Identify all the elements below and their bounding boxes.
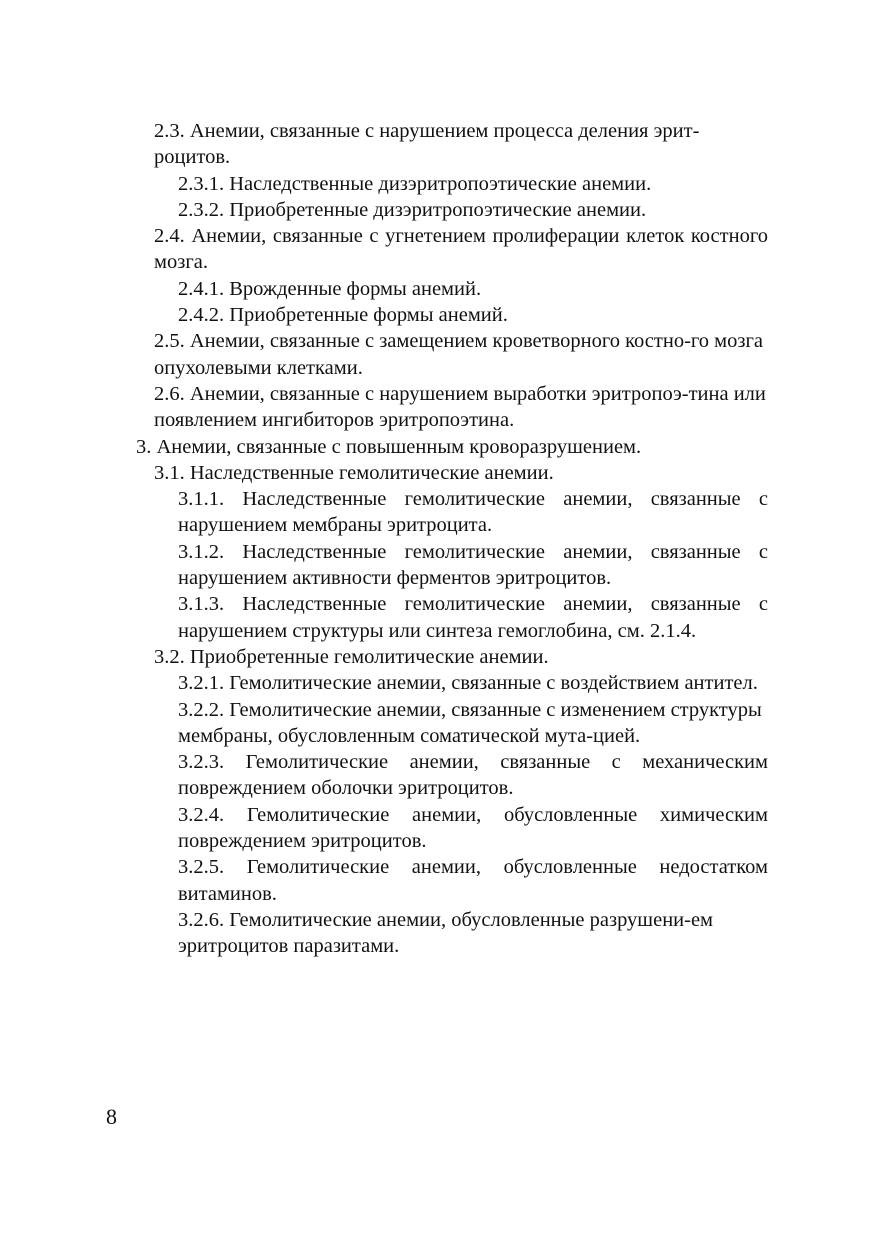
list-item-2-4-2: 2.4.2. Приобретенные формы анемий. xyxy=(178,304,508,327)
list-item-3-2-3: 3.2.3. Гемолитические анемии, связанные с механическим повреждением оболочки эритроцитов. xyxy=(178,751,768,800)
list-item-3-2-5: 3.2.5. Гемолитические анемии, обусловленные недостатком витаминов. xyxy=(178,856,768,905)
list-item-2-4-1: 2.4.1. Врожденные формы анемий. xyxy=(178,277,482,300)
list-item-2-5: 2.5. Анемии, связанные с замещением кроветворного костно-го мозга опухолевыми клетками. xyxy=(154,330,763,379)
list-item-3-1-3: 3.1.3. Наследственные гемолитические анемии, связанные с нарушением структуры или синтеза гемоглобина, см. 2.1.4. xyxy=(178,593,768,642)
list-item-3-2-6: 3.2.6. Гемолитические анемии, обусловленные разрушени-ем эритроцитов паразитами. xyxy=(178,908,714,958)
list-item-3-1: 3.1. Наследственные гемолитические анемии. xyxy=(154,461,554,484)
list-item-3-2: 3.2. Приобретенные гемолитические анемии. xyxy=(154,645,549,668)
list-item-2-4: 2.4. Анемии, связанные с угнетением пролиферации клеток костного мозга. xyxy=(154,225,768,274)
list-item-3-2-4: 3.2.4. Гемолитические анемии, обусловленные химическим повреждением эритроцитов. xyxy=(178,803,768,853)
list-item-3-2-2: 3.2.2. Гемолитические анемии, связанные с изменением структуры мембраны, обусловленным соматической мута-цией. xyxy=(178,698,762,747)
list-item-2-3: 2.3. Анемии, связанные с нарушением процесса деления эрит-роцитов. xyxy=(154,120,700,169)
page-body xyxy=(0,118,876,960)
list-item-2-3-2: 2.3.2. Приобретенные дизэритропоэтические анемии. xyxy=(178,198,647,221)
list-item-2-6: 2.6. Анемии, связанные с нарушением выработки эритропоэ-тина или появлением ингибиторов эритропоэтина. xyxy=(154,382,766,432)
list-item-3-1-1: 3.1.1. Наследственные гемолитические анемии, связанные с нарушением мембраны эритроцита. xyxy=(178,488,768,537)
list-item-3: 3. Анемии, связанные с повышенным кроворазрушением. xyxy=(136,435,642,458)
list-item-3-1-2: 3.1.2. Наследственные гемолитические анемии, связанные с нарушением активности ферментов эритроцитов. xyxy=(178,540,768,590)
list-item-2-3-1: 2.3.1. Наследственные дизэритропоэтические анемии. xyxy=(178,172,652,195)
page-number: 8 xyxy=(106,1104,117,1129)
list-item-3-2-1: 3.2.1. Гемолитические анемии, связанные с воздействием антител. xyxy=(178,672,758,695)
